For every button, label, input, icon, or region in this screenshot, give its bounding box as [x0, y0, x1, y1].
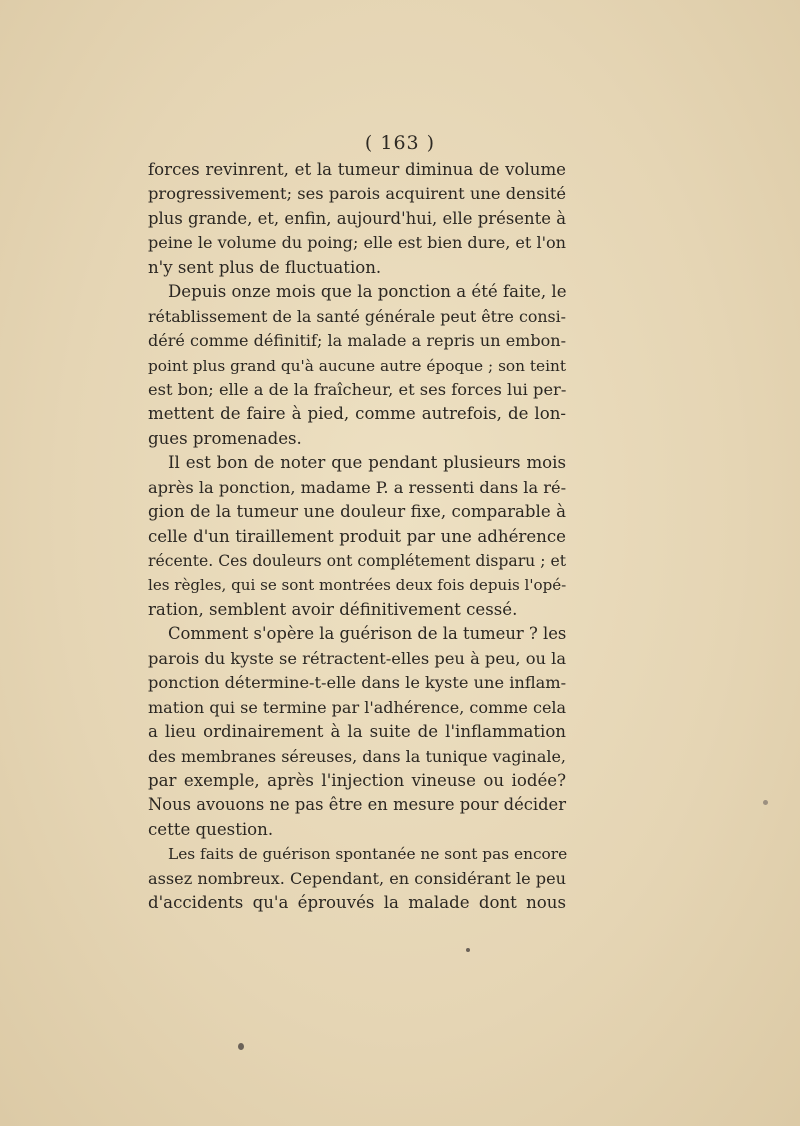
text-line: des membranes séreuses, dans la tunique vaginale, — [148, 746, 566, 766]
text-line: rétablissement de la santé générale peut être consi- — [148, 306, 566, 326]
paper-speck — [763, 800, 768, 805]
text-line: parois du kyste se rétractent-elles peu à peu, ou la — [148, 648, 567, 668]
text-line: celle d'un tiraillement produit par une adhérence — [148, 526, 566, 546]
text-line: après la ponction, madame P. a ressenti dans la ré- — [148, 477, 567, 497]
paper-speck — [466, 948, 470, 952]
text-line: déré comme définitif; la malade a repris un embon- — [148, 331, 566, 351]
text-line: Comment s'opère la guérison de la tumeur ? les — [168, 624, 567, 644]
text-line: a lieu ordinairement à la suite de l'inflammation — [148, 722, 566, 742]
text-line: Depuis onze mois que la ponction a été faite, le — [168, 282, 567, 302]
text-line: n'y sent plus de fluctuation. — [148, 257, 382, 277]
page-number: ( 163 ) — [364, 132, 436, 154]
text-line: plus grande, et, enfin, aujourd'hui, elle présente à — [148, 208, 566, 228]
text-line: peine le volume du poing; elle est bien dure, et l'on — [148, 233, 566, 253]
text-line: progressivement; ses parois acquirent une densité — [148, 184, 566, 204]
text-line: assez nombreux. Cependant, en considérant le peu — [148, 868, 567, 888]
text-line: gion de la tumeur une douleur fixe, comparable à — [148, 502, 566, 522]
text-line: ration, semblent avoir définitivement cessé. — [148, 599, 518, 619]
text-line: point plus grand qu'à aucune autre époque ; son teint — [148, 356, 566, 375]
paper-speck — [238, 1043, 244, 1050]
text-line: ponction détermine-t-elle dans le kyste une inflam- — [148, 673, 567, 693]
text-line: Les faits de guérison spontanée ne sont pas encore — [168, 845, 568, 864]
text-line: mettent de faire à pied, comme autrefois, de lon- — [148, 404, 566, 424]
text-line: récente. Ces douleurs ont complétement disparu ; et — [148, 552, 566, 570]
text-line: est bon; elle a de la fraîcheur, et ses forces lui per- — [148, 379, 567, 399]
text-line: Nous avouons ne pas être en mesure pour décider — [148, 795, 566, 815]
text-line: les règles, qui se sont montrées deux fois depuis l'opé- — [148, 576, 567, 595]
text-line: par exemple, après l'injection vineuse ou iodée? — [148, 770, 566, 790]
text-line: cette question. — [148, 819, 274, 839]
text-line: mation qui se termine par l'adhérence, comme cela — [148, 697, 567, 717]
body-text — [148, 158, 566, 916]
text-line: Il est bon de noter que pendant plusieurs mois — [168, 453, 566, 473]
text-line: gues promenades. — [148, 428, 302, 448]
text-line: forces revinrent, et la tumeur diminua de volume — [148, 160, 566, 179]
text-line: d'accidents qu'a éprouvés la malade dont nous — [148, 893, 566, 913]
